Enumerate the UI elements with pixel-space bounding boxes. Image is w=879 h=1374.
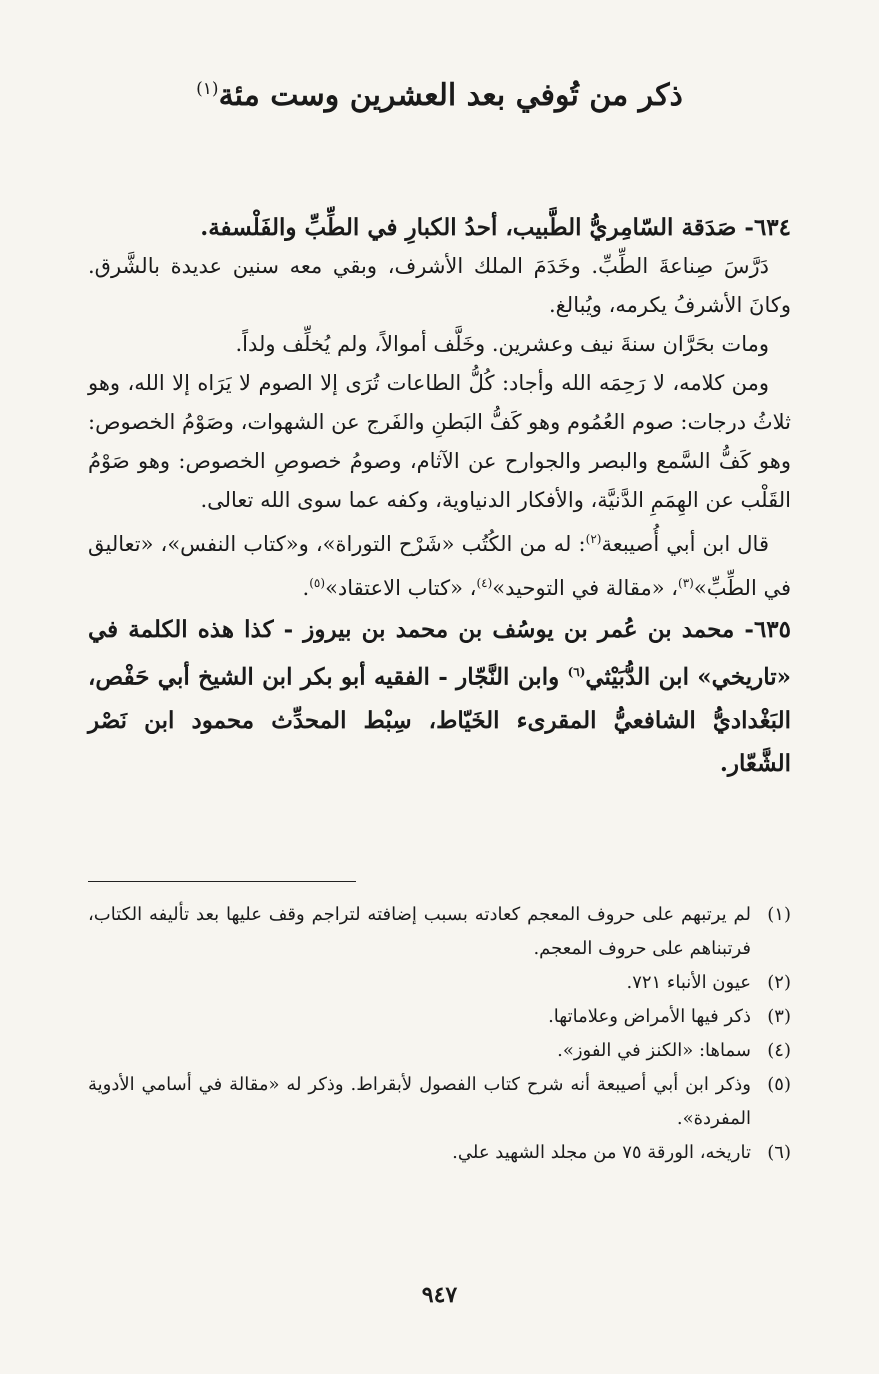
citation-text: ، «كتاب الاعتقاد» xyxy=(325,576,477,600)
footnote-ref-2: (٢) xyxy=(585,532,602,546)
footnote-text: سماها: «الكنز في الفوز». xyxy=(557,1040,751,1061)
footnote-ref-4: (٤) xyxy=(476,576,493,590)
footnote-item xyxy=(88,898,791,966)
footnote-item xyxy=(88,1034,791,1068)
entry-634-citation xyxy=(88,520,791,608)
page-number: ٩٤٧ xyxy=(421,1282,458,1308)
footnote-item xyxy=(88,1136,791,1170)
footnote-ref-3: (٣) xyxy=(678,576,694,590)
footnote-text: ذكر فيها الأمراض وعلاماتها. xyxy=(548,1006,751,1027)
entry-634-heading: ٦٣٤- صَدَقة السّامِريُّ الطَّبيب، أحدُ الكبارِ في الطِّبِّ والفَلْسفة. xyxy=(200,214,791,241)
citation-text: قال ابن أبي أُصيبعة xyxy=(601,532,769,556)
citation-text: . xyxy=(302,576,310,600)
footnote-text: عيون الأنباء ٧٢١. xyxy=(626,972,751,993)
entry-635-heading xyxy=(88,608,791,785)
footnote-ref-5: (٥) xyxy=(309,576,326,590)
section-title-text: ذكر من تُوفي بعد العشرين وست مئة xyxy=(218,78,683,113)
citation-text: : له من الكُتُب «شَرْح التوراة»، و«كتاب النفس»، «تعاليق في الطِّبِّ» xyxy=(88,532,791,600)
footnote-number: (٦) xyxy=(767,1142,791,1163)
entry-635-text: وابن النَّجّار - الفقيه أبو بكر ابن الشيخ أبي حَفْص، البَغْداديُّ الشافعيُّ المقرىء الخَيّاط، سِبْط المحدِّث محمود ابن نَصْر الشَّعّار. xyxy=(88,663,791,777)
footnote-number: (١) xyxy=(767,904,791,925)
entry-635-text: ٦٣٥- محمد بن عُمر بن يوسُف بن محمد بن بيروز - كذا هذه الكلمة في «تاريخي» ابن الدُّبَيْثي xyxy=(88,616,791,691)
title-footnote-ref: (١) xyxy=(196,79,219,99)
footnote-divider xyxy=(88,881,356,882)
entry-634-paragraph-1: دَرَّسَ صِناعةَ الطِّبِّ. وخَدَمَ الملك الأشرف، وبقي معه سنين عديدة بالشَّرق. وكانَ الأشرفُ يكرمه، ويُبالغ. xyxy=(88,254,791,317)
footnote-item xyxy=(88,1000,791,1034)
footnote-item xyxy=(88,966,791,1000)
footnote-item xyxy=(88,1068,791,1136)
footnote-text: تاريخه، الورقة ٧٥ من مجلد الشهيد علي. xyxy=(452,1142,751,1163)
citation-text: ، «مقالة في التوحيد» xyxy=(492,576,679,600)
footnote-text: لم يرتبهم على حروف المعجم كعادته بسبب إضافته لتراجم وقف عليها بعد تأليفه الكتاب، فرتبناهم على حروف المعجم. xyxy=(88,904,751,959)
footnote-number: (٣) xyxy=(767,1006,791,1027)
entry-634-paragraph-2: ومات بحَرَّان سنةَ نيف وعشرين. وخَلَّف أموالاً، ولم يُخلِّف ولداً. xyxy=(235,332,769,356)
footnotes xyxy=(88,898,791,1170)
footnote-text: وذكر ابن أبي أصيبعة أنه شرح كتاب الفصول لأبقراط. وذكر له «مقالة في أسامي الأدوية المفردة». xyxy=(88,1074,751,1129)
main-text xyxy=(88,208,791,785)
footnote-number: (٢) xyxy=(767,972,791,993)
entry-634-paragraph-3: ومن كلامه، لا رَحِمَه الله وأجاد: كُلُّ الطاعات تُرَى إلا الصوم لا يَرَاه إلا الله، وهو ثلاثُ درجات: صوم العُمُوم وهو كَفُّ البَطنِ والفَرج عن الشهوات، وصَوْمُ الخصوص: وهو كَفُّ السَّمع والبصر والجوارح عن الآثام، وصومُ خصوصِ الخصوص: وهو صَوْمُ القَلْب عن الهِمَمِ الدَّنيَّة، والأفكار الدنياوية، وكفه عما سوى الله تعالى. xyxy=(88,371,791,512)
section-title xyxy=(0,78,879,113)
footnote-number: (٥) xyxy=(767,1074,791,1095)
footnote-ref-6: (٦) xyxy=(567,665,586,679)
footnote-number: (٤) xyxy=(767,1040,791,1061)
